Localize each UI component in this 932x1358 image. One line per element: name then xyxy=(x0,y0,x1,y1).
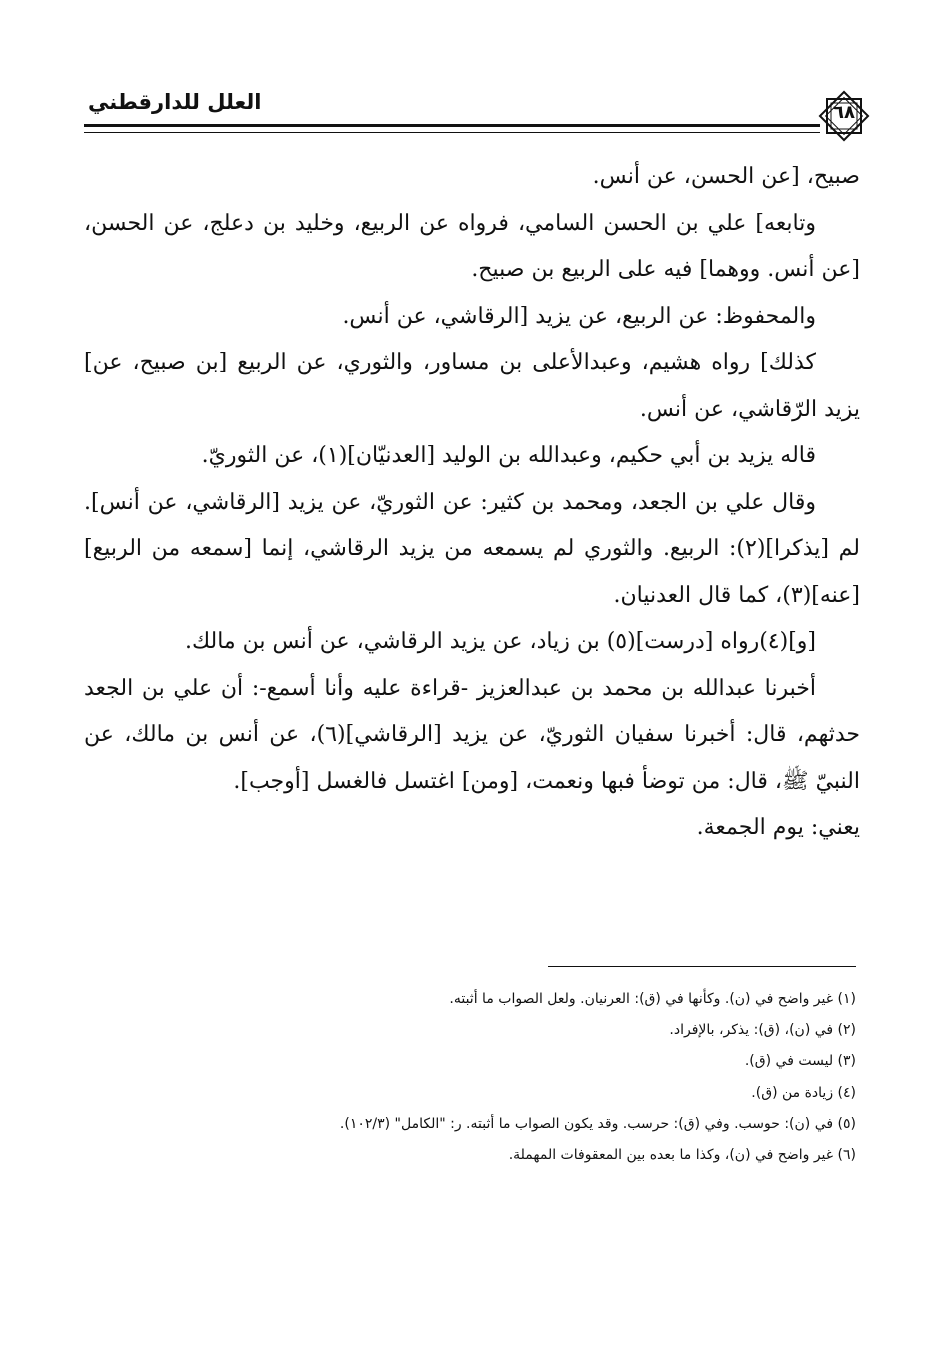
page-number: ٦٨ xyxy=(833,102,855,123)
page-number-badge xyxy=(816,88,872,144)
paragraph: صبيح، [عن الحسن، عن أنس. xyxy=(592,164,860,189)
header-double-rule xyxy=(84,124,820,133)
paragraph: كذلك] رواه هشيم، وعبدالأعلى بن مساور، والثوري، عن الربيع [بن صبيح، عن] يزيد الرّقاشي، عن أنس. xyxy=(84,350,860,422)
paragraph: وتابعه] علي بن الحسن السامي، فرواه عن الربيع، وخليد بن دعلج، عن الحسن، [عن أنس. ووهما] فيه على الربيع بن صبيح. xyxy=(84,210,860,282)
footnote: (٤) زيادة من (ق). xyxy=(751,1084,856,1101)
running-header-title: العلل للدارقطني xyxy=(88,90,262,114)
paragraph: والمحفوظ: عن الربيع، عن يزيد [الرقاشي، عن أنس. xyxy=(342,303,816,329)
footnote-separator xyxy=(548,966,856,967)
footnote: (١) غير واضح في (ن). وكأنها في (ق): العرنيان. ولعل الصواب ما أثبته. xyxy=(449,991,856,1007)
footnote: (٣) ليست في (ق). xyxy=(744,1053,856,1070)
footnote: (٥) في (ن): حوسب. وفي (ق): حرسب. وقد يكون الصواب ما أثبته. ر: "الكامل" (١٠٢/٣). xyxy=(339,1115,856,1132)
main-text xyxy=(84,154,860,852)
footnote: (٢) في (ن)، (ق): يذكر، بالإفراد. xyxy=(669,1022,856,1039)
paragraph: وقال علي بن الجعد، ومحمد بن كثير: عن الثوريّ، عن يزيد [الرقاشي، عن أنس]. لم [يذكرا](٢): الربيع. والثوري لم يسمعه من يزيد الرقاشي، إنما [سمعه من الربيع] [عنه](٣)، كما قال العدنيان. xyxy=(84,489,860,608)
paragraph: [و](٤)رواه [درست](٥) بن زياد، عن يزيد الرقاشي، عن أنس بن مالك. xyxy=(184,629,816,654)
footnotes xyxy=(200,984,856,1171)
paragraph: قاله يزيد بن أبي حكيم، وعبدالله بن الوليد [العدنيّان](١)، عن الثوريّ. xyxy=(201,443,816,468)
footnote: (٦) غير واضح في (ن)، وكذا ما بعده بين المعقوفات المهملة. xyxy=(508,1147,856,1164)
paragraph: أخبرنا عبدالله بن محمد بن عبدالعزيز -قراءة عليه وأنا أسمع-: أن علي بن الجعد حدثهم، قال: أخبرنا سفيان الثوريّ، عن يزيد [الرقاشي](٦)، عن أنس بن مالك، عن النبيّ ﷺ، قال: من توضأ فبها ونعمت، [ومن] اغتسل فالغسل [أوجب]. xyxy=(84,675,860,794)
paragraph: يعني: يوم الجمعة. xyxy=(696,815,860,840)
